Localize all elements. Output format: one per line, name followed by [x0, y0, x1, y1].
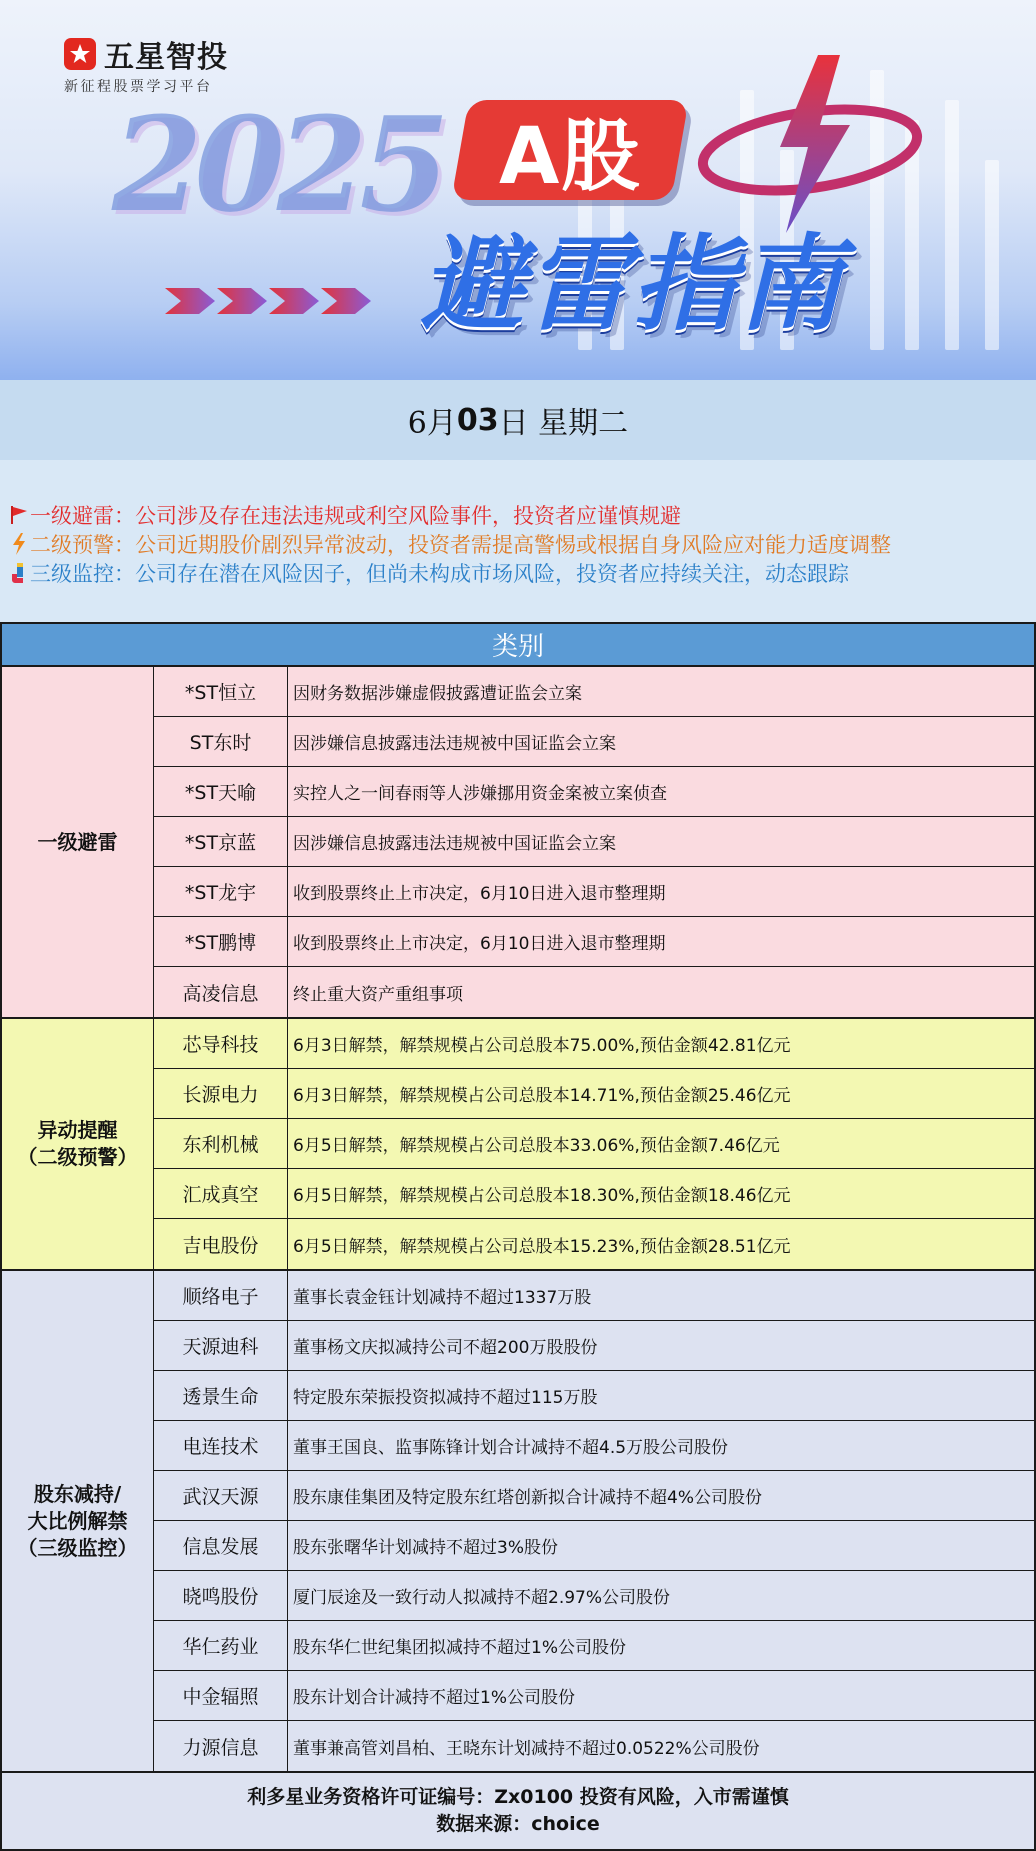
stock-name: 透景生命: [154, 1371, 288, 1420]
date-bar: [0, 380, 1036, 460]
stock-name: 吉电股份: [154, 1219, 288, 1269]
table-row: [154, 817, 1034, 867]
stock-name: 电连技术: [154, 1421, 288, 1470]
date-weekday: 日 星期二: [498, 406, 629, 441]
risk-description: 股东康佳集团及特定股东红塔创新拟合计减持不超4%公司股份: [293, 1488, 762, 1508]
date-day: 03: [456, 402, 499, 438]
legend-level-1: 一级避雷： 公司涉及存在违法违规或利空风险事件，投资者应谨慎规避: [0, 500, 1036, 529]
stock-name: 武汉天源: [154, 1471, 288, 1520]
stock-name: *ST天喻: [154, 767, 288, 816]
risk-description: 6月5日解禁，解禁规模占公司总股本15.23%,预估金额28.51亿元: [293, 1236, 791, 1257]
lightning-ring-icon: [690, 55, 930, 235]
stock-name: 中金辐照: [154, 1671, 288, 1720]
legend-level-3: 三级监控： 公司存在潜在风险因子，但尚未构成市场风险，投资者应持续关注，动态跟踪: [0, 558, 1036, 587]
table-row: [154, 1621, 1034, 1671]
risk-description: 特定股东荣振投资拟减持不超过115万股: [293, 1388, 598, 1408]
stock-name: 力源信息: [154, 1721, 288, 1771]
risk-description: 股东张曙华计划减持不超过3%股份: [293, 1538, 558, 1558]
risk-description: 6月3日解禁，解禁规模占公司总股本14.71%,预估金额25.46亿元: [293, 1086, 791, 1106]
table-row: [154, 1019, 1034, 1069]
banner-year: 2025: [112, 88, 442, 241]
data-source: 数据来源：choice: [436, 1813, 600, 1835]
risk-description: 因财务数据涉嫌虚假披露遭证监会立案: [293, 684, 582, 704]
table-row: [154, 1069, 1034, 1119]
stock-name: 晓鸣股份: [154, 1571, 288, 1620]
table-row: [154, 1119, 1034, 1169]
table-row: [154, 717, 1034, 767]
stock-name: 顺络电子: [154, 1271, 288, 1320]
risk-description: 收到股票终止上市决定，6月10日进入退市整理期: [293, 934, 666, 954]
table-row: [154, 1271, 1034, 1321]
chevron-arrows-icon: [165, 284, 395, 318]
category-label: 一级避雷: [2, 667, 154, 1017]
stock-name: *ST京蓝: [154, 817, 288, 866]
stock-name: *ST鹏博: [154, 917, 288, 966]
star-logo-icon: [64, 38, 96, 70]
table-row: [154, 1219, 1034, 1269]
stock-name: 信息发展: [154, 1521, 288, 1570]
table-row: [154, 967, 1034, 1017]
stock-name: 汇成真空: [154, 1169, 288, 1218]
risk-description: 终止重大资产重组事项: [293, 984, 463, 1005]
table-row: [154, 667, 1034, 717]
table-row: [154, 1571, 1034, 1621]
brand-tagline: 新征程股票学习平台: [64, 79, 213, 95]
banner-title-main: 避雷指南: [420, 223, 845, 345]
group-level-3: [0, 1271, 1036, 1773]
risk-description: 6月5日解禁，解禁规模占公司总股本18.30%,预估金额18.46亿元: [293, 1186, 791, 1206]
risk-description: 因涉嫌信息披露违法违规被中国证监会立案: [293, 734, 616, 754]
table-row: [154, 1521, 1034, 1571]
table-row: [154, 767, 1034, 817]
legend-level-2: 二级预警： 公司近期股价剧烈异常波动，投资者需提高警惕或根据自身风险应对能力适度调整: [0, 529, 1036, 558]
table-row: [154, 1721, 1034, 1771]
risk-description: 因涉嫌信息披露违法违规被中国证监会立案: [293, 834, 616, 854]
license-notice: 利多星业务资格许可证编号：Zx0100 投资有风险，入市需谨慎: [247, 1786, 789, 1808]
stock-name: 天源迪科: [154, 1321, 288, 1370]
lightning-icon: [10, 533, 28, 555]
risk-table: [0, 622, 1036, 1851]
risk-description: 6月5日解禁，解禁规模占公司总股本33.06%,预估金额7.46亿元: [293, 1136, 780, 1156]
stock-name: *ST龙宇: [154, 867, 288, 916]
stock-name: *ST恒立: [154, 667, 288, 716]
risk-description: 董事兼高管刘昌柏、王晓东计划减持不超过0.0522%公司股份: [293, 1738, 760, 1759]
footer-disclaimer: [0, 1773, 1036, 1851]
risk-description: 股东计划合计减持不超过1%公司股份: [293, 1688, 575, 1708]
category-label: 股东减持/ 大比例解禁 （三级监控）: [2, 1271, 154, 1771]
risk-level-legend: [0, 460, 1036, 622]
red-flag-icon: [10, 504, 28, 526]
risk-description: 董事王国良、监事陈锋计划合计减持不超4.5万股公司股份: [293, 1438, 729, 1458]
table-row: [154, 1421, 1034, 1471]
magnet-icon: [10, 562, 28, 584]
category-label: 异动提醒 （二级预警）: [2, 1019, 154, 1269]
stock-name: 芯导科技: [154, 1019, 288, 1068]
banner-title-a-share: A股: [451, 100, 689, 200]
date-month: 6月: [407, 406, 457, 441]
brand-name: 五星智投: [104, 40, 228, 75]
table-row: [154, 1471, 1034, 1521]
table-row: [154, 867, 1034, 917]
risk-description: 董事杨文庆拟减持公司不超200万股股份: [293, 1338, 598, 1358]
table-row: [154, 1371, 1034, 1421]
stock-name: ST东时: [154, 717, 288, 766]
stock-name: 高凌信息: [154, 967, 288, 1017]
stock-name: 华仁药业: [154, 1621, 288, 1670]
risk-description: 厦门辰途及一致行动人拟减持不超2.97%公司股份: [293, 1588, 671, 1608]
table-header: 类别: [0, 622, 1036, 667]
brand-logo: [64, 32, 228, 76]
table-row: [154, 1169, 1034, 1219]
stock-name: 长源电力: [154, 1069, 288, 1118]
table-row: [154, 1671, 1034, 1721]
header-banner: [0, 0, 1036, 380]
risk-description: 6月3日解禁，解禁规模占公司总股本75.00%,预估金额42.81亿元: [293, 1036, 791, 1056]
table-row: [154, 1321, 1034, 1371]
risk-description: 实控人之一间春雨等人涉嫌挪用资金案被立案侦查: [293, 784, 667, 804]
risk-description: 董事长袁金钰计划减持不超过1337万股: [293, 1288, 592, 1308]
stock-name: 东利机械: [154, 1119, 288, 1168]
risk-description: 收到股票终止上市决定，6月10日进入退市整理期: [293, 884, 666, 904]
group-level-2: [0, 1019, 1036, 1271]
group-level-1: [0, 667, 1036, 1019]
risk-description: 股东华仁世纪集团拟减持不超过1%公司股份: [293, 1638, 626, 1658]
table-row: [154, 917, 1034, 967]
